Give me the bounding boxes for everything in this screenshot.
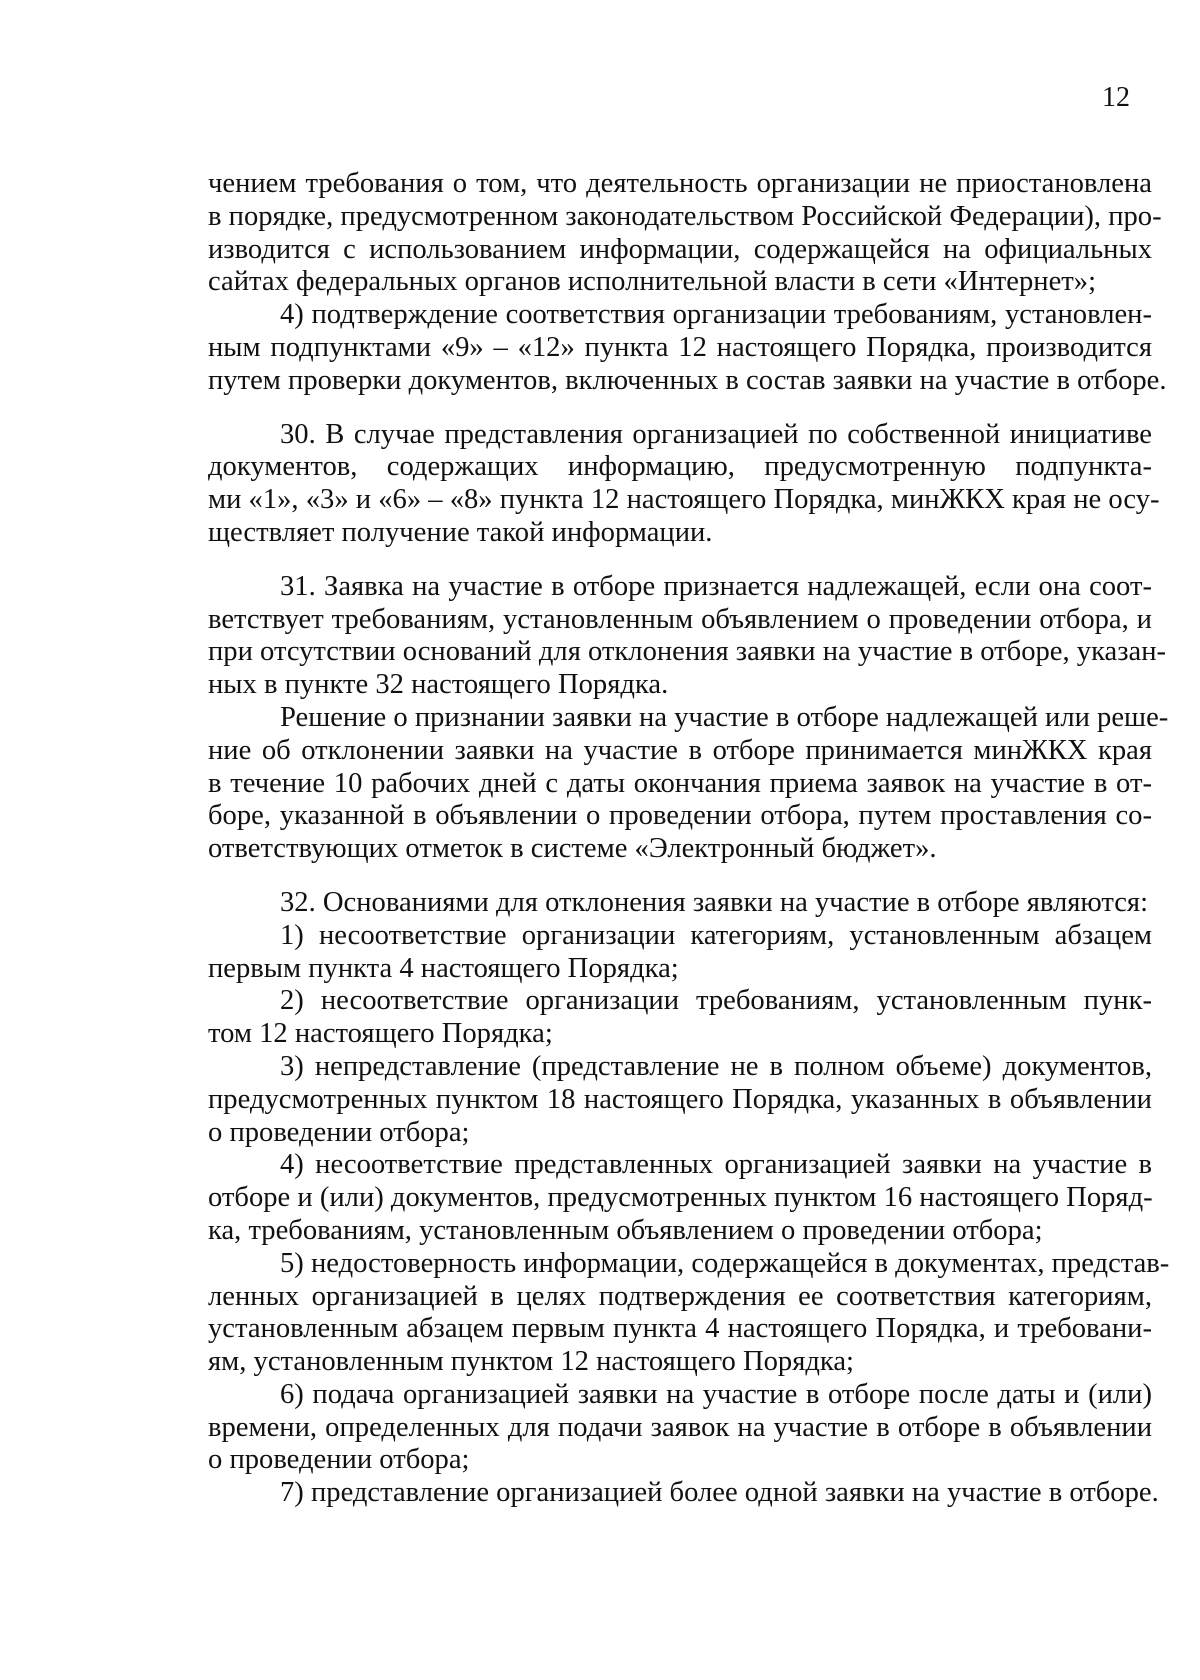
paragraph <box>208 168 1162 299</box>
text-line: документов, содержащих информацию, предусмотренную подпункта- <box>208 451 1152 483</box>
text-line: в течение 10 рабочих дней с даты окончания приема заявок на участие в от- <box>208 767 1152 799</box>
text-line: ка, требованиям, установленным объявлением о проведении отбора; <box>208 1214 1043 1246</box>
text-line: сайтах федеральных органов исполнительной власти в сети «Интернет»; <box>208 266 1097 298</box>
text-line: путем проверки документов, включенных в состав заявки на участие в отборе. <box>208 364 1167 396</box>
text-line: отборе и (или) документов, предусмотренных пунктом 16 настоящего Поряд- <box>208 1182 1153 1214</box>
paragraph <box>208 985 1152 1051</box>
page-number: 12 <box>1102 82 1130 113</box>
text-line: 4) подтверждение соответствия организации требованиям, установлен- <box>280 299 1152 331</box>
paragraph <box>208 701 1169 866</box>
paragraph-gap <box>208 866 1152 887</box>
text-line: 31. Заявка на участие в отборе признается надлежащей, если она соот- <box>280 570 1152 602</box>
text-line: ответствующих отметок в системе «Электронный бюджет». <box>208 833 937 865</box>
text-line: 1) несоответствие организации категориям, установленным абзацем <box>280 919 1152 951</box>
document-body <box>208 168 1170 1510</box>
text-line: 30. В случае представления организацией по собственной инициативе <box>280 418 1152 450</box>
paragraph <box>208 1149 1152 1247</box>
paragraph <box>208 887 1152 920</box>
text-line: ветствует требованиям, установленным объявлением о проведении отбора, и <box>208 603 1152 635</box>
text-line: том 12 настоящего Порядка; <box>208 1018 553 1050</box>
paragraph <box>208 1379 1152 1477</box>
paragraph <box>208 299 1167 397</box>
text-line: ществляет получение такой информации. <box>208 516 713 548</box>
paragraph <box>208 1247 1170 1379</box>
text-line: Решение о признании заявки на участие в отборе надлежащей или реше- <box>280 701 1169 733</box>
text-line: изводится с использованием информации, содержащейся на официальных <box>208 233 1152 265</box>
paragraph <box>208 570 1167 702</box>
text-line: ным подпунктами «9» – «12» пункта 12 настоящего Порядка, производится <box>208 331 1152 363</box>
text-line: 4) несоответствие представленных организацией заявки на участие в <box>280 1149 1152 1181</box>
text-line: ми «1», «3» и «6» – «8» пункта 12 настоящего Порядка, минЖКХ края не осу- <box>208 484 1160 516</box>
text-line: чением требования о том, что деятельность организации не приостановлена <box>208 168 1152 199</box>
text-line: ных в пункте 32 настоящего Порядка. <box>208 669 669 701</box>
text-line: времени, определенных для подачи заявок на участие в отборе в объявлении <box>208 1411 1152 1443</box>
text-line: ние об отклонении заявки на участие в отборе принимается минЖКХ края <box>208 734 1152 766</box>
text-line: установленным абзацем первым пункта 4 настоящего Порядка, и требовани- <box>208 1313 1152 1345</box>
paragraph-gap <box>208 550 1152 571</box>
text-line: в порядке, предусмотренном законодательством Российской Федерации), про- <box>208 200 1162 232</box>
paragraph <box>208 1051 1152 1149</box>
text-line: предусмотренных пунктом 18 настоящего Порядка, указанных в объявлении <box>208 1083 1152 1115</box>
text-line: 6) подача организацией заявки на участие в отборе после даты и (или) <box>280 1378 1152 1410</box>
text-line: первым пункта 4 настоящего Порядка; <box>208 952 679 984</box>
text-line: при отсутствии оснований для отклонения заявки на участие в отборе, указан- <box>208 636 1167 668</box>
text-line: о проведении отбора; <box>208 1444 470 1476</box>
paragraph <box>208 920 1152 986</box>
paragraph <box>208 1477 1159 1510</box>
text-line: 5) недостоверность информации, содержащейся в документах, представ- <box>280 1247 1170 1279</box>
text-line: 3) непредставление (представление не в полном объеме) документов, <box>280 1050 1152 1082</box>
text-line: о проведении отбора; <box>208 1116 470 1148</box>
paragraph-gap <box>208 398 1152 419</box>
text-line: 7) представление организацией более одной заявки на участие в отборе. <box>280 1477 1159 1509</box>
text-line: 32. Основаниями для отклонения заявки на участие в отборе являются: <box>280 886 1149 918</box>
text-line: ям, установленным пунктом 12 настоящего Порядка; <box>208 1346 854 1378</box>
text-line: боре, указанной в объявлении о проведении отбора, путем проставления со- <box>208 800 1152 832</box>
text-line: ленных организацией в целях подтверждения ее соответствия категориям, <box>208 1280 1152 1312</box>
text-line: 2) несоответствие организации требованиям, установленным пунк- <box>280 985 1152 1017</box>
paragraph <box>208 418 1160 550</box>
